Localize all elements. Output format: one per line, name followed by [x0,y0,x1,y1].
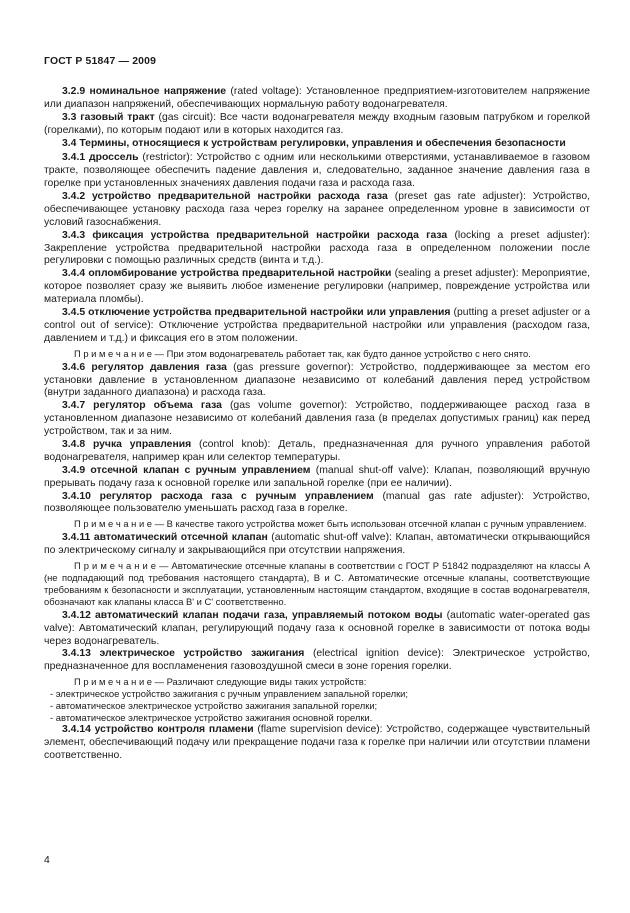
term-paragraph-3-4-10 [44,491,590,517]
term-definition: (automatic water-operated gas valve): Автоматический клапан, регулирующий подачу газа к основной горелке в зависимости от потока воды через водонагреватель. [44,609,591,647]
term-definition: (gas circuit): Все части водонагревателя между входным газовым патрубком и горелкой (горелками), по которым подают или в которых находится газ. [44,111,590,136]
term-paragraph-3-4-3 [44,230,590,269]
term-title: 3.4.7 регулятор объема газа [62,400,222,412]
term-paragraph-3-4-14 [44,724,590,763]
term-title: 3.4.11 автоматический отсечной клапан [62,532,268,544]
term-title: 3.4.9 отсечной клапан с ручным управлением [62,464,311,476]
term-title: 3.4.14 устройство контроля пламени [62,724,254,735]
term-paragraph-3-4-1 [44,152,590,191]
term-paragraph-3-4-2 [44,191,590,230]
note-list-item: - электрическое устройство зажигания с ручным управлением запальной горелки; [50,688,409,700]
term-title: 3.4.10 регулятор расхода газа с ручным управлением [62,490,374,502]
term-title: 3.4.5 отключение устройства предварительной настройки или управления [62,307,451,319]
note-paragraph: П р и м е ч а н и е — Различают следующие виды таких устройств: [74,676,367,688]
running-header: ГОСТ Р 51847 — 2009 [44,56,157,67]
term-paragraph-3-4-9 [44,465,590,491]
term-definition: (putting a preset adjuster or a control out of service): Отключение устройства предварительной настройки или управления (расходом газа, давлением и т.д.) и фиксация его в этом положении. [44,307,591,344]
note-list-item: - автоматическое электрическое устройство зажигания основной горелки. [50,712,373,724]
term-definition: (manual gas rate adjuster): Устройство, позволяющее пользователю уменьшать расход газа в горелке. [44,490,591,515]
term-paragraph-3-2-9 [44,86,590,112]
term-definition: (manual shut-off valve): Клапан, позволяющий вручную прерывать подачу газа к основной горелке или запальной горелке (при ее наличии). [44,464,591,489]
term-paragraph-3-4-12 [44,610,590,649]
term-title: 3.4.2 устройство предварительной настройки расхода газа [62,191,388,203]
term-definition: (electrical ignition device): Электрическое устройство, предназначенное для воспламенения газовоздушной смеси в зоне горения горелки. [44,648,591,673]
term-definition: (rated voltage): Установленное предприятием-изготовителем напряжение или диапазон напряжений, обеспечивающих нормальную работу водонагревателя. [44,85,590,110]
term-definition: (locking a preset adjuster): Закрепление устройства предварительной настройки расхода газа в определенном положении после регулировки с помощью различных средств (винта и т.д.). [44,229,591,267]
section-heading-3-4: 3.4 Термины, относящиеся к устройствам регулировки, управления и обеспечения безопасности [62,138,566,150]
note-paragraph: П р и м е ч а н и е — Автоматические отсечные клапаны в соответствии с ГОСТ Р 51842 подразделяют на классы А (не подпадающий под требования настоящего стандарта), В и С. Автоматические отсечные клапаны, соответствующие требованиям к безопасности и эксплуатации, установленным настоящим стандартом, входящие в состав водонагревателя, обозначают как клапаны класса В' и С' соответственно. [44,560,590,607]
term-paragraph-3-4-6 [44,362,590,401]
term-title: 3.4.3 фиксация устройства предварительной настройки расхода газа [62,229,448,241]
term-definition: (preset gas rate adjuster): Устройство, обеспечивающее установку расхода газа через горелку на заранее определенном уровне в зависимости от условий газоснабжения. [44,191,591,228]
term-title: 3.4.8 ручка управления [62,438,192,450]
note-list-item: - автоматическое электрическое устройство зажигания запальной горелки; [50,700,378,712]
note-paragraph: П р и м е ч а н и е — При этом водонагреватель работает так, как будто данное устройство с него снято. [74,347,531,359]
term-definition: (gas pressure governor): Устройство, поддерживающее за местом его установки давление в установленном диапазоне независимо от колебаний давления перед устройством (внутри заданного диапазона) и расхода газа. [44,361,591,399]
term-title: 3.4.12 автоматический клапан подачи газа, управляемый потоком воды [62,609,443,621]
term-definition: (automatic shut-off valve): Клапан, автоматически открывающийся по электрическому сигналу и закрывающийся при отсутствии напряжения. [44,532,590,557]
term-title: 3.3 газовый тракт [62,111,155,123]
term-paragraph-3-3 [44,112,590,138]
term-title: 3.4.6 регулятор давления газа [62,361,227,373]
term-title: 3.4.13 электрическое устройство зажигания [62,648,305,660]
term-paragraph-3-4-13 [44,648,590,674]
note-paragraph: П р и м е ч а н и е — В качестве такого устройства может быть использован отсечной клапан с ручным управлением. [74,518,587,530]
term-paragraph-3-4-7 [44,400,590,439]
document-body [44,86,590,763]
term-definition: (sealing a preset adjuster): Мероприятие, которое позволяет сразу же выявить любое изменение регулировки (например, повреждение устройства или материала пломбы). [44,268,590,306]
term-definition: (restrictor): Устройство с одним или несколькими отверстиями, устанавливаемое в газовом тракте, позволяющее обеспечить падение давления и, следовательно, заданное значение давления газа в горелке при установленных значениях давления подачи газа и расхода газа. [44,152,590,190]
page-number: 4 [44,855,50,867]
term-paragraph-3-4-8 [44,439,590,465]
term-title: 3.4.4 опломбирование устройства предварительной настройки [62,268,392,280]
term-title: 3.4.1 дроссель [62,152,139,164]
term-paragraph-3-4-5 [44,307,590,346]
term-title: 3.2.9 номинальное напряжение [62,85,226,97]
term-paragraph-3-4-4 [44,268,590,307]
term-definition: (control knob): Деталь, предназначенная для ручного управления работой водонагревателя, например кран или селектор температуры. [44,438,590,463]
term-definition: (gas volume governor): Устройство, поддерживающее расход газа в установленном диапазоне независимо от колебаний давления газа (в пределах допустимых границ) как перед устройством, так и за ним. [44,400,590,438]
term-definition: (flame supervision device): Устройство, содержащее чувствительный элемент, обеспечивающий подачу или прекращение подачи газа к горелке при наличии или отсутствии пламени соответственно. [44,724,590,761]
term-paragraph-3-4-11 [44,532,590,558]
